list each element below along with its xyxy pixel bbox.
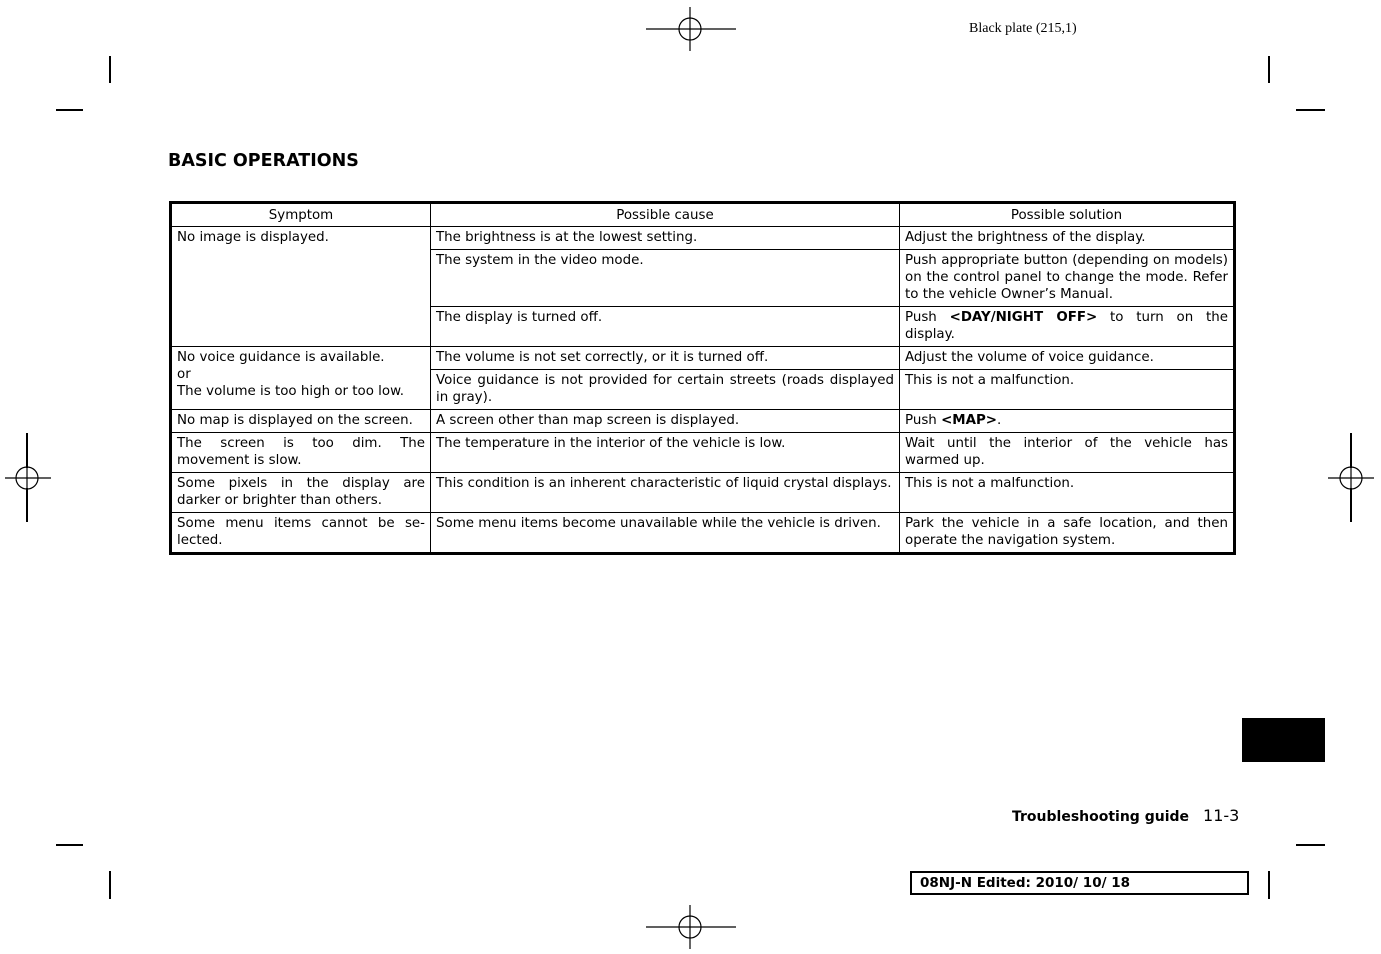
symptom-cell: Some menu items cannot be se-lected. bbox=[171, 513, 431, 554]
solution-text: Push bbox=[905, 413, 937, 428]
crop-mark bbox=[56, 844, 83, 846]
cause-cell: The display is turned off. bbox=[431, 307, 900, 347]
cause-cell: Voice guidance is not provided for certain streets (roads displayed in gray). bbox=[431, 370, 900, 410]
troubleshooting-table bbox=[169, 201, 1236, 555]
header-possible-solution: Possible solution bbox=[900, 203, 1235, 227]
table-header-row bbox=[171, 203, 1235, 227]
cause-cell: The system in the video mode. bbox=[431, 250, 900, 307]
crop-mark bbox=[109, 871, 111, 899]
symptom-cell: Some pixels in the display are darker or brighter than others. bbox=[171, 473, 431, 513]
symptom-cell: No image is displayed. bbox=[171, 227, 431, 347]
crop-mark bbox=[1296, 109, 1325, 111]
solution-cell: Adjust the volume of voice guidance. bbox=[900, 347, 1235, 370]
solution-text: . bbox=[997, 413, 1002, 428]
solution-cell bbox=[900, 307, 1235, 347]
table-row bbox=[171, 433, 1235, 473]
registration-mark-left bbox=[5, 456, 51, 500]
registration-mark-bottom bbox=[646, 905, 736, 949]
footer-section-label: Troubleshooting guide bbox=[1012, 809, 1190, 825]
solution-cell: Park the vehicle in a safe location, and then operate the navigation system. bbox=[900, 513, 1235, 554]
cause-cell: This condition is an inherent characteristic of liquid crystal displays. bbox=[431, 473, 900, 513]
table-row bbox=[171, 347, 1235, 370]
solution-cell: This is not a malfunction. bbox=[900, 370, 1235, 410]
crop-mark bbox=[109, 56, 111, 83]
solution-cell: This is not a malfunction. bbox=[900, 473, 1235, 513]
cause-cell: Some menu items become unavailable while the vehicle is driven. bbox=[431, 513, 900, 554]
symptom-cell: No map is displayed on the screen. bbox=[171, 410, 431, 433]
page-number: 11-3 bbox=[1203, 806, 1240, 825]
section-title: BASIC OPERATIONS bbox=[168, 151, 359, 171]
crop-mark bbox=[1268, 56, 1270, 83]
header-possible-cause: Possible cause bbox=[431, 203, 900, 227]
key-label: <MAP> bbox=[941, 413, 998, 428]
crop-mark bbox=[56, 109, 83, 111]
cause-cell: The volume is not set correctly, or it is turned off. bbox=[431, 347, 900, 370]
registration-mark-right bbox=[1328, 456, 1374, 500]
table-row bbox=[171, 513, 1235, 554]
cause-cell: A screen other than map screen is displayed. bbox=[431, 410, 900, 433]
cause-cell: The temperature in the interior of the vehicle is low. bbox=[431, 433, 900, 473]
cause-cell: The brightness is at the lowest setting. bbox=[431, 227, 900, 250]
symptom-line: No voice guidance is available. bbox=[177, 350, 385, 365]
symptom-cell bbox=[171, 347, 431, 410]
solution-cell bbox=[900, 410, 1235, 433]
table-row bbox=[171, 227, 1235, 250]
solution-text: to turn on the display. bbox=[905, 310, 1228, 342]
crop-mark bbox=[1268, 871, 1270, 899]
symptom-line: or bbox=[177, 367, 191, 382]
page-footer bbox=[1012, 806, 1239, 825]
plate-label: Black plate (215,1) bbox=[969, 21, 1077, 36]
crop-mark bbox=[1296, 844, 1325, 846]
table-row bbox=[171, 410, 1235, 433]
table-row bbox=[171, 473, 1235, 513]
solution-text: Push bbox=[905, 310, 937, 325]
symptom-cell: The screen is too dim. The movement is slow. bbox=[171, 433, 431, 473]
header-symptom: Symptom bbox=[171, 203, 431, 227]
symptom-line: The volume is too high or too low. bbox=[177, 384, 405, 399]
key-label: <DAY/NIGHT OFF> bbox=[949, 310, 1098, 325]
solution-cell: Wait until the interior of the vehicle has warmed up. bbox=[900, 433, 1235, 473]
edit-info-box: 08NJ-N Edited: 2010/ 10/ 18 bbox=[910, 871, 1249, 895]
solution-cell: Push appropriate button (depending on models) on the control panel to change the mode. Refer to the vehicle Owner’s Manual. bbox=[900, 250, 1235, 307]
registration-mark-top bbox=[646, 7, 736, 51]
chapter-tab-marker bbox=[1242, 718, 1325, 762]
solution-cell: Adjust the brightness of the display. bbox=[900, 227, 1235, 250]
